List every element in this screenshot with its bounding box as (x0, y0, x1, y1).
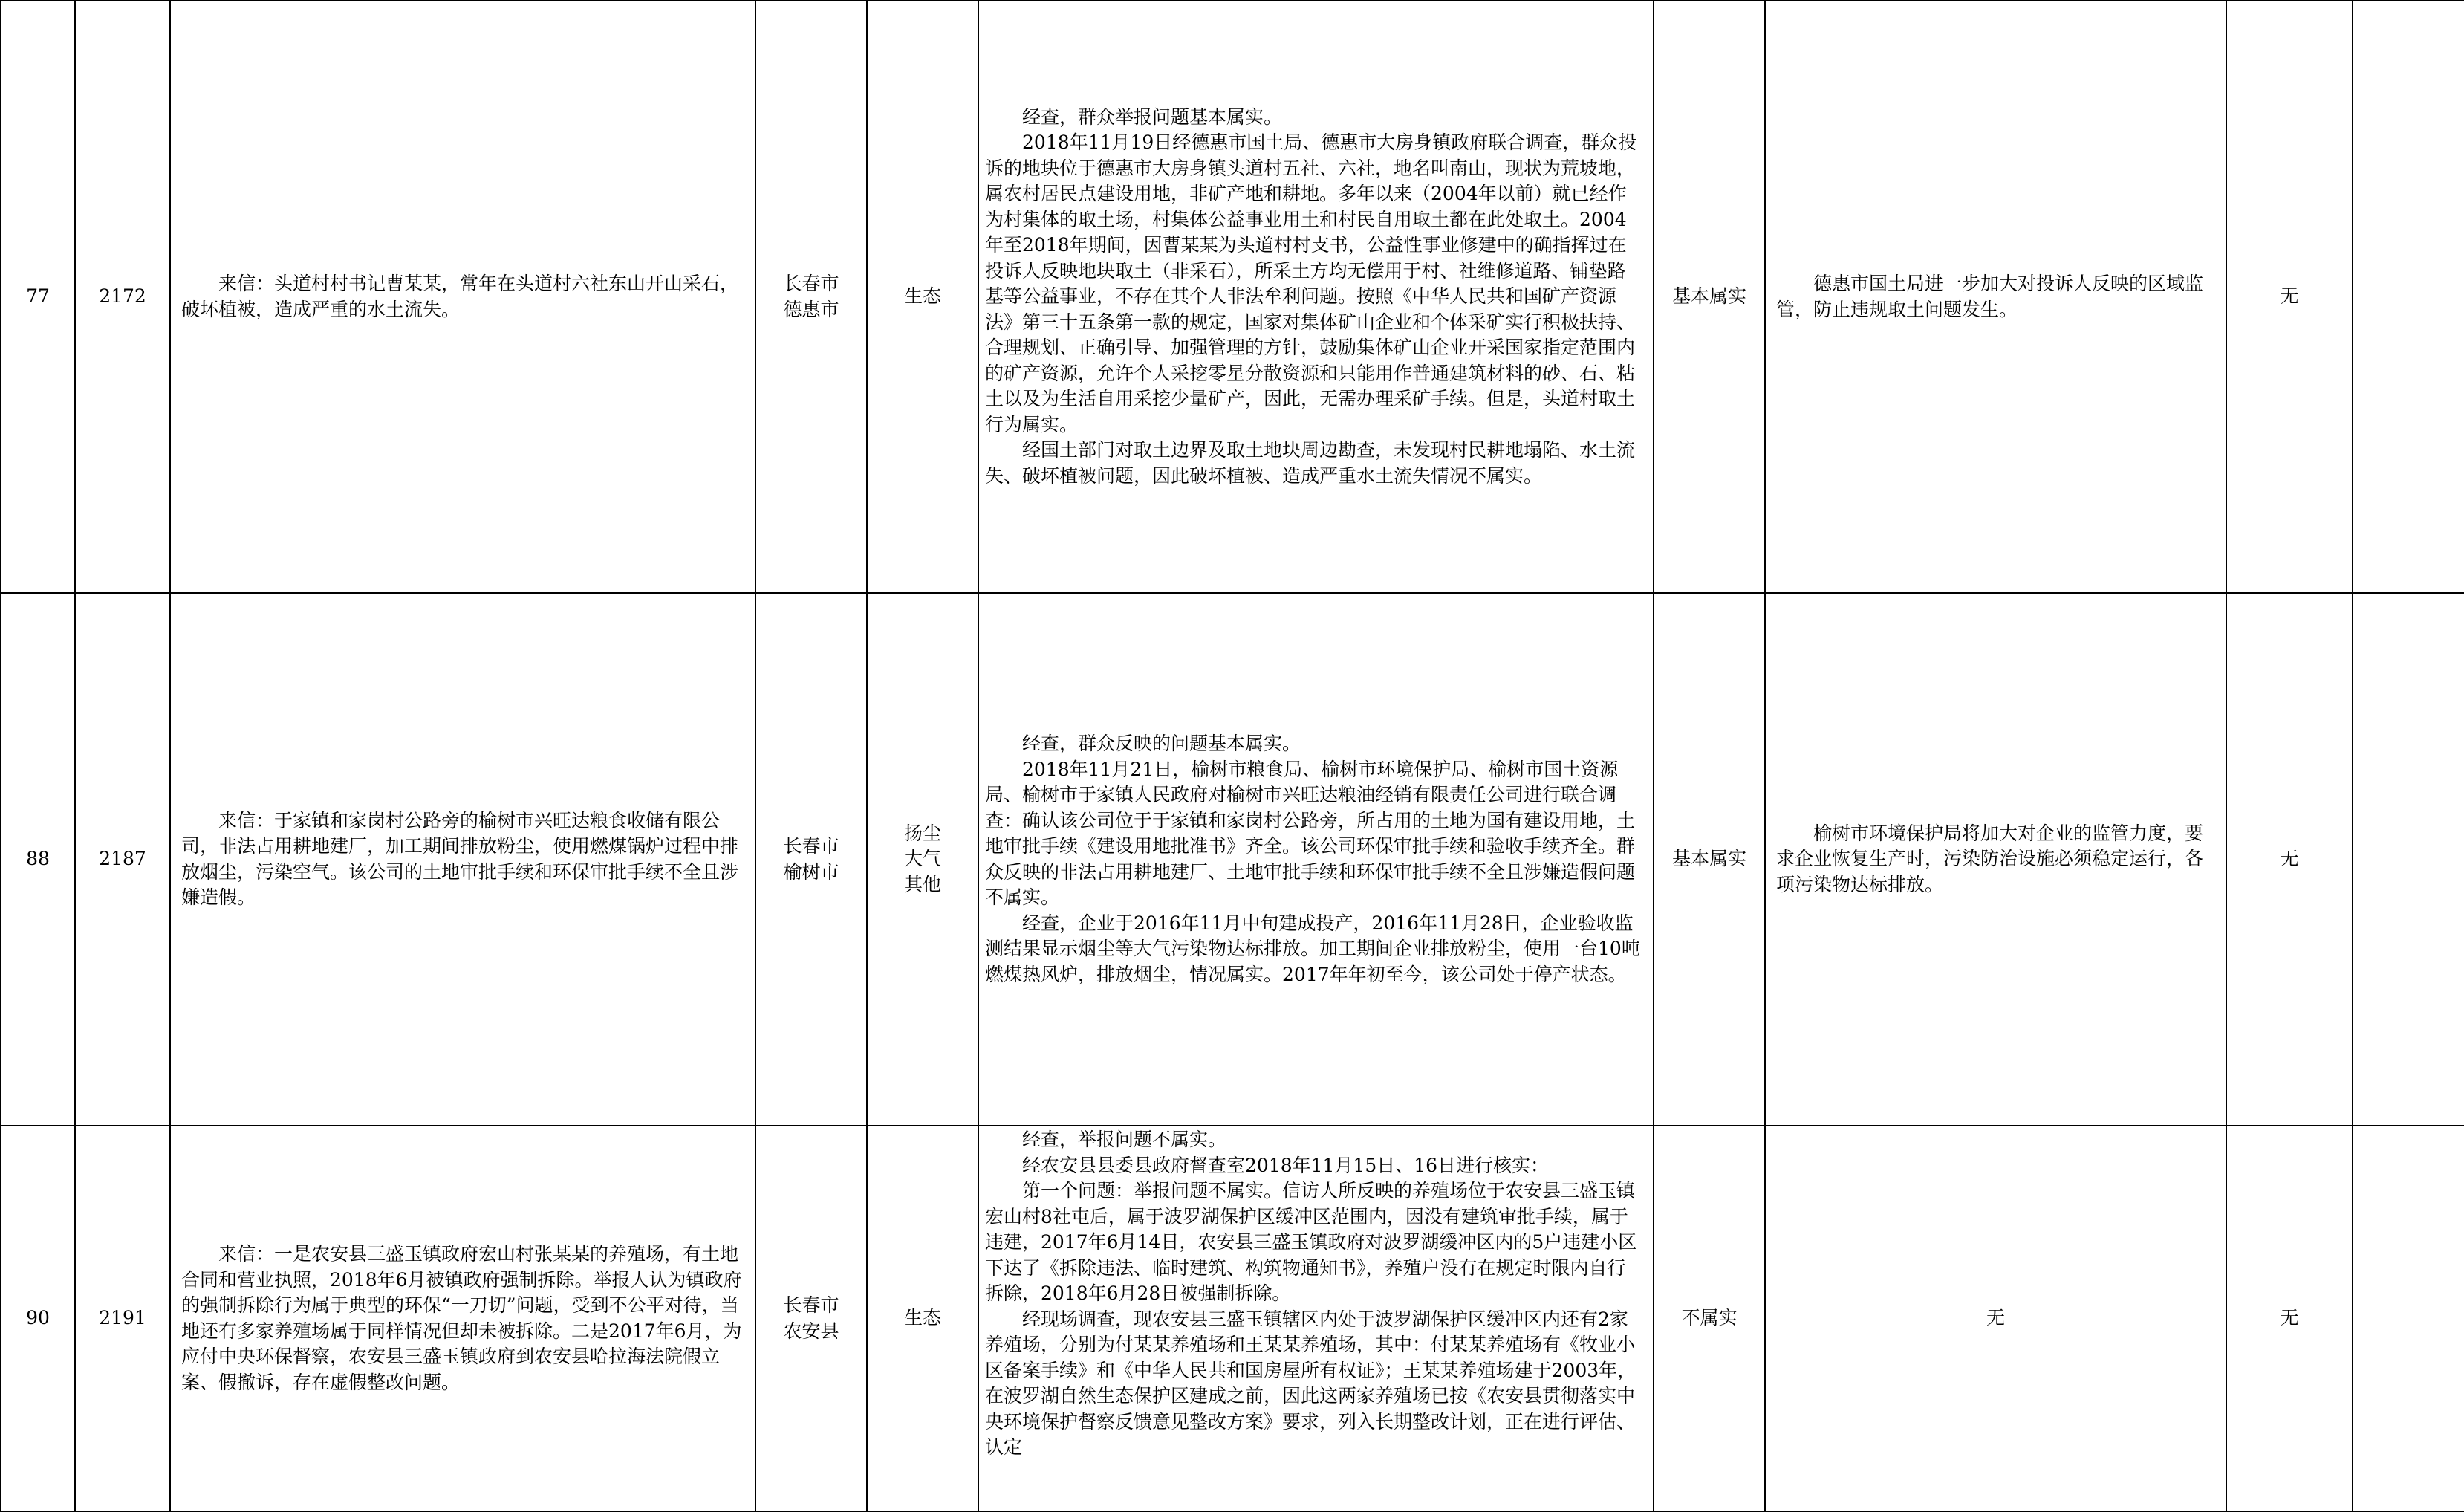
action-paragraph: 德惠市国土局进一步加大对投诉人反映的区域监管，防止违规取土问题发生。 (1776, 273, 2204, 320)
pollution-type (867, 593, 978, 1126)
finding-paragraph: 经农安县县委县政府督查室2018年11月15日、16日进行核实： (1022, 1154, 1550, 1176)
area-county: 榆树市 (783, 860, 839, 883)
administrative-area (755, 1, 867, 593)
accountability: 无 (2226, 593, 2353, 1126)
finding-paragraph: 2018年11月19日经德惠市国土局、德惠市大房身镇政府联合调查，群众投诉的地块位于德惠市大房身镇头道村五社、六社，地名叫南山，现状为荒坡地，属农村居民点建设用地，非矿产地和耕地。多年以来（2004年以前）就已经作为村集体的取土场，村集体公益事业用土和村民自用取土都在此处取土。2004年至2018年期间，因曹某某为头道村村支书，公益性事业修建中的确指挥过在投诉人反映地块取土（非采石），所采土方均无偿用于村、社维修道路、铺垫路基等公益事业，不存在其个人非法牟利问题。按照《中华人民共和国矿产资源法》第三十五条第一款的规定，国家对集体矿山企业和个体采矿实行积极扶持、合理规划、正确引导、加强管理的方针，鼓励集体矿山企业开采国家指定范围内的矿产资源，允许个人采挖零星分散资源和只能用作普通建筑材料的砂、石、粘土以及为生活自用采挖少量矿产，因此，无需办理采矿手续。但是，头道村取土行为属实。 (985, 132, 1637, 435)
type-line: 其他 (903, 873, 941, 895)
complaint-content (170, 593, 755, 1126)
accountability: 无 (2226, 1, 2353, 593)
complaint-content (170, 1, 755, 593)
pollution-type (867, 1, 978, 593)
handling-measures (1765, 1, 2226, 593)
action-paragraph: 榆树市环境保护局将加大对企业的监管力度，要求企业恢复生产时，污染防治设施必须稳定运行，各项污染物达标排放。 (1776, 822, 2204, 895)
area-city: 长春市 (783, 835, 839, 857)
type-line: 生态 (903, 1307, 941, 1329)
type-line: 大气 (903, 848, 941, 870)
complaint-id: 2172 (75, 1, 170, 593)
type-line: 扬尘 (903, 822, 941, 844)
complaint-id: 2187 (75, 593, 170, 1126)
finding-paragraph: 第一个问题：举报问题不属实。信访人所反映的养殖场位于农安县三盛玉镇宏山村8社屯后，属于波罗湖保护区缓冲区范围内，因没有建筑审批手续，属于违建，2017年6月14日，农安县三盛玉镇政府对波罗湖缓冲区内的5户违建小区下达了《拆除违法、临时建筑、构筑物通知书》，养殖户没有在规定时限内自行拆除，2018年6月28日被强制拆除。 (985, 1180, 1637, 1304)
case-number: 77 (1, 1, 75, 593)
case-number: 90 (1, 1126, 75, 1511)
verdict: 基本属实 (1654, 593, 1765, 1126)
finding-paragraph: 经国土部门对取土边界及取土地块周边勘查，未发现村民耕地塌陷、水土流失、破坏植被问题，因此破坏植被、造成严重水土流失情况不属实。 (985, 439, 1636, 487)
finding-paragraph: 2018年11月21日，榆树市粮食局、榆树市环境保护局、榆树市国土资源局、榆树市于家镇人民政府对榆树市兴旺达粮油经销有限责任公司进行联合调查：确认该公司位于于家镇和家岗村公路旁，所占用的土地为国有建设用地，土地审批手续《建设用地批准书》齐全。该公司环保审批手续和验收手续齐全。群众反映的非法占用耕地建厂、土地审批手续和环保审批手续不全且涉嫌造假问题不属实。 (985, 758, 1636, 908)
verdict: 基本属实 (1654, 1, 1765, 593)
investigation-result (978, 1126, 1654, 1511)
handling-measures (1765, 593, 2226, 1126)
table-row (1, 1126, 2464, 1511)
area-city: 长春市 (783, 1294, 839, 1316)
handling-measures (1765, 1126, 2226, 1511)
finding-paragraph: 经查，企业于2016年11月中旬建成投产，2016年11月28日，企业验收监测结果显示烟尘等大气污染物达标排放。加工期间企业排放粉尘，使用一台10吨燃煤热风炉，排放烟尘，情况属实。2017年年初至今，该公司处于停产状态。 (985, 912, 1640, 985)
table-row (1, 593, 2464, 1126)
finding-paragraph: 经查，群众举报问题基本属实。 (1022, 106, 1283, 128)
verdict: 不属实 (1654, 1126, 1765, 1511)
table-row (1, 1, 2464, 593)
area-county: 德惠市 (783, 298, 839, 320)
accountability: 无 (2226, 1126, 2353, 1511)
complaint-paragraph: 来信：一是农安县三盛玉镇政府宏山村张某某的养殖场，有土地合同和营业执照，2018年6月被镇政府强制拆除。举报人认为镇政府的强制拆除行为属于典型的环保“一刀切”问题，受到不公平对待，当地还有多家养殖场属于同样情况但却未被拆除。二是2017年6月，为应付中央环保督察，农安县三盛玉镇政府到农安县哈拉海法院假立案、假撤诉，存在虚假整改问题。 (181, 1243, 742, 1393)
remarks (2353, 1126, 2464, 1511)
remarks (2353, 593, 2464, 1126)
case-number: 88 (1, 593, 75, 1126)
administrative-area (755, 593, 867, 1126)
finding-paragraph: 经查，群众反映的问题基本属实。 (1022, 733, 1301, 754)
finding-paragraph: 经查，举报问题不属实。 (1022, 1129, 1227, 1150)
complaint-content (170, 1126, 755, 1511)
complaint-paragraph: 来信：头道村村书记曹某某，常年在头道村六社东山开山采石，破坏植被，造成严重的水土流失。 (181, 273, 739, 320)
action-paragraph: 无 (1986, 1307, 2005, 1329)
pollution-type (867, 1126, 978, 1511)
finding-clip (979, 1126, 1653, 1511)
area-city: 长春市 (783, 273, 839, 294)
investigation-result (978, 1, 1654, 593)
investigation-result (978, 593, 1654, 1126)
administrative-area (755, 1126, 867, 1511)
complaint-id: 2191 (75, 1126, 170, 1511)
finding-paragraph: 经现场调查，现农安县三盛玉镇辖区内处于波罗湖保护区缓冲区内还有2家养殖场，分别为付某某养殖场和王某某养殖场，其中：付某某养殖场有《牧业小区备案手续》和《中华人民共和国房屋所有权证》；王某某养殖场建于2003年，在波罗湖自然生态保护区建成之前，因此这两家养殖场已按《农安县贯彻落实中央环境保护督察反馈意见整改方案》要求，列入长期整改计划，正在进行评估、认定 (985, 1308, 1636, 1458)
type-line: 生态 (903, 285, 941, 308)
area-county: 农安县 (783, 1320, 839, 1342)
remarks (2353, 1, 2464, 593)
complaint-paragraph: 来信：于家镇和家岗村公路旁的榆树市兴旺达粮食收储有限公司，非法占用耕地建厂，加工期间排放粉尘，使用燃煤锅炉过程中排放烟尘，污染空气。该公司的土地审批手续和环保审批手续不全且涉嫌造假。 (181, 809, 739, 908)
